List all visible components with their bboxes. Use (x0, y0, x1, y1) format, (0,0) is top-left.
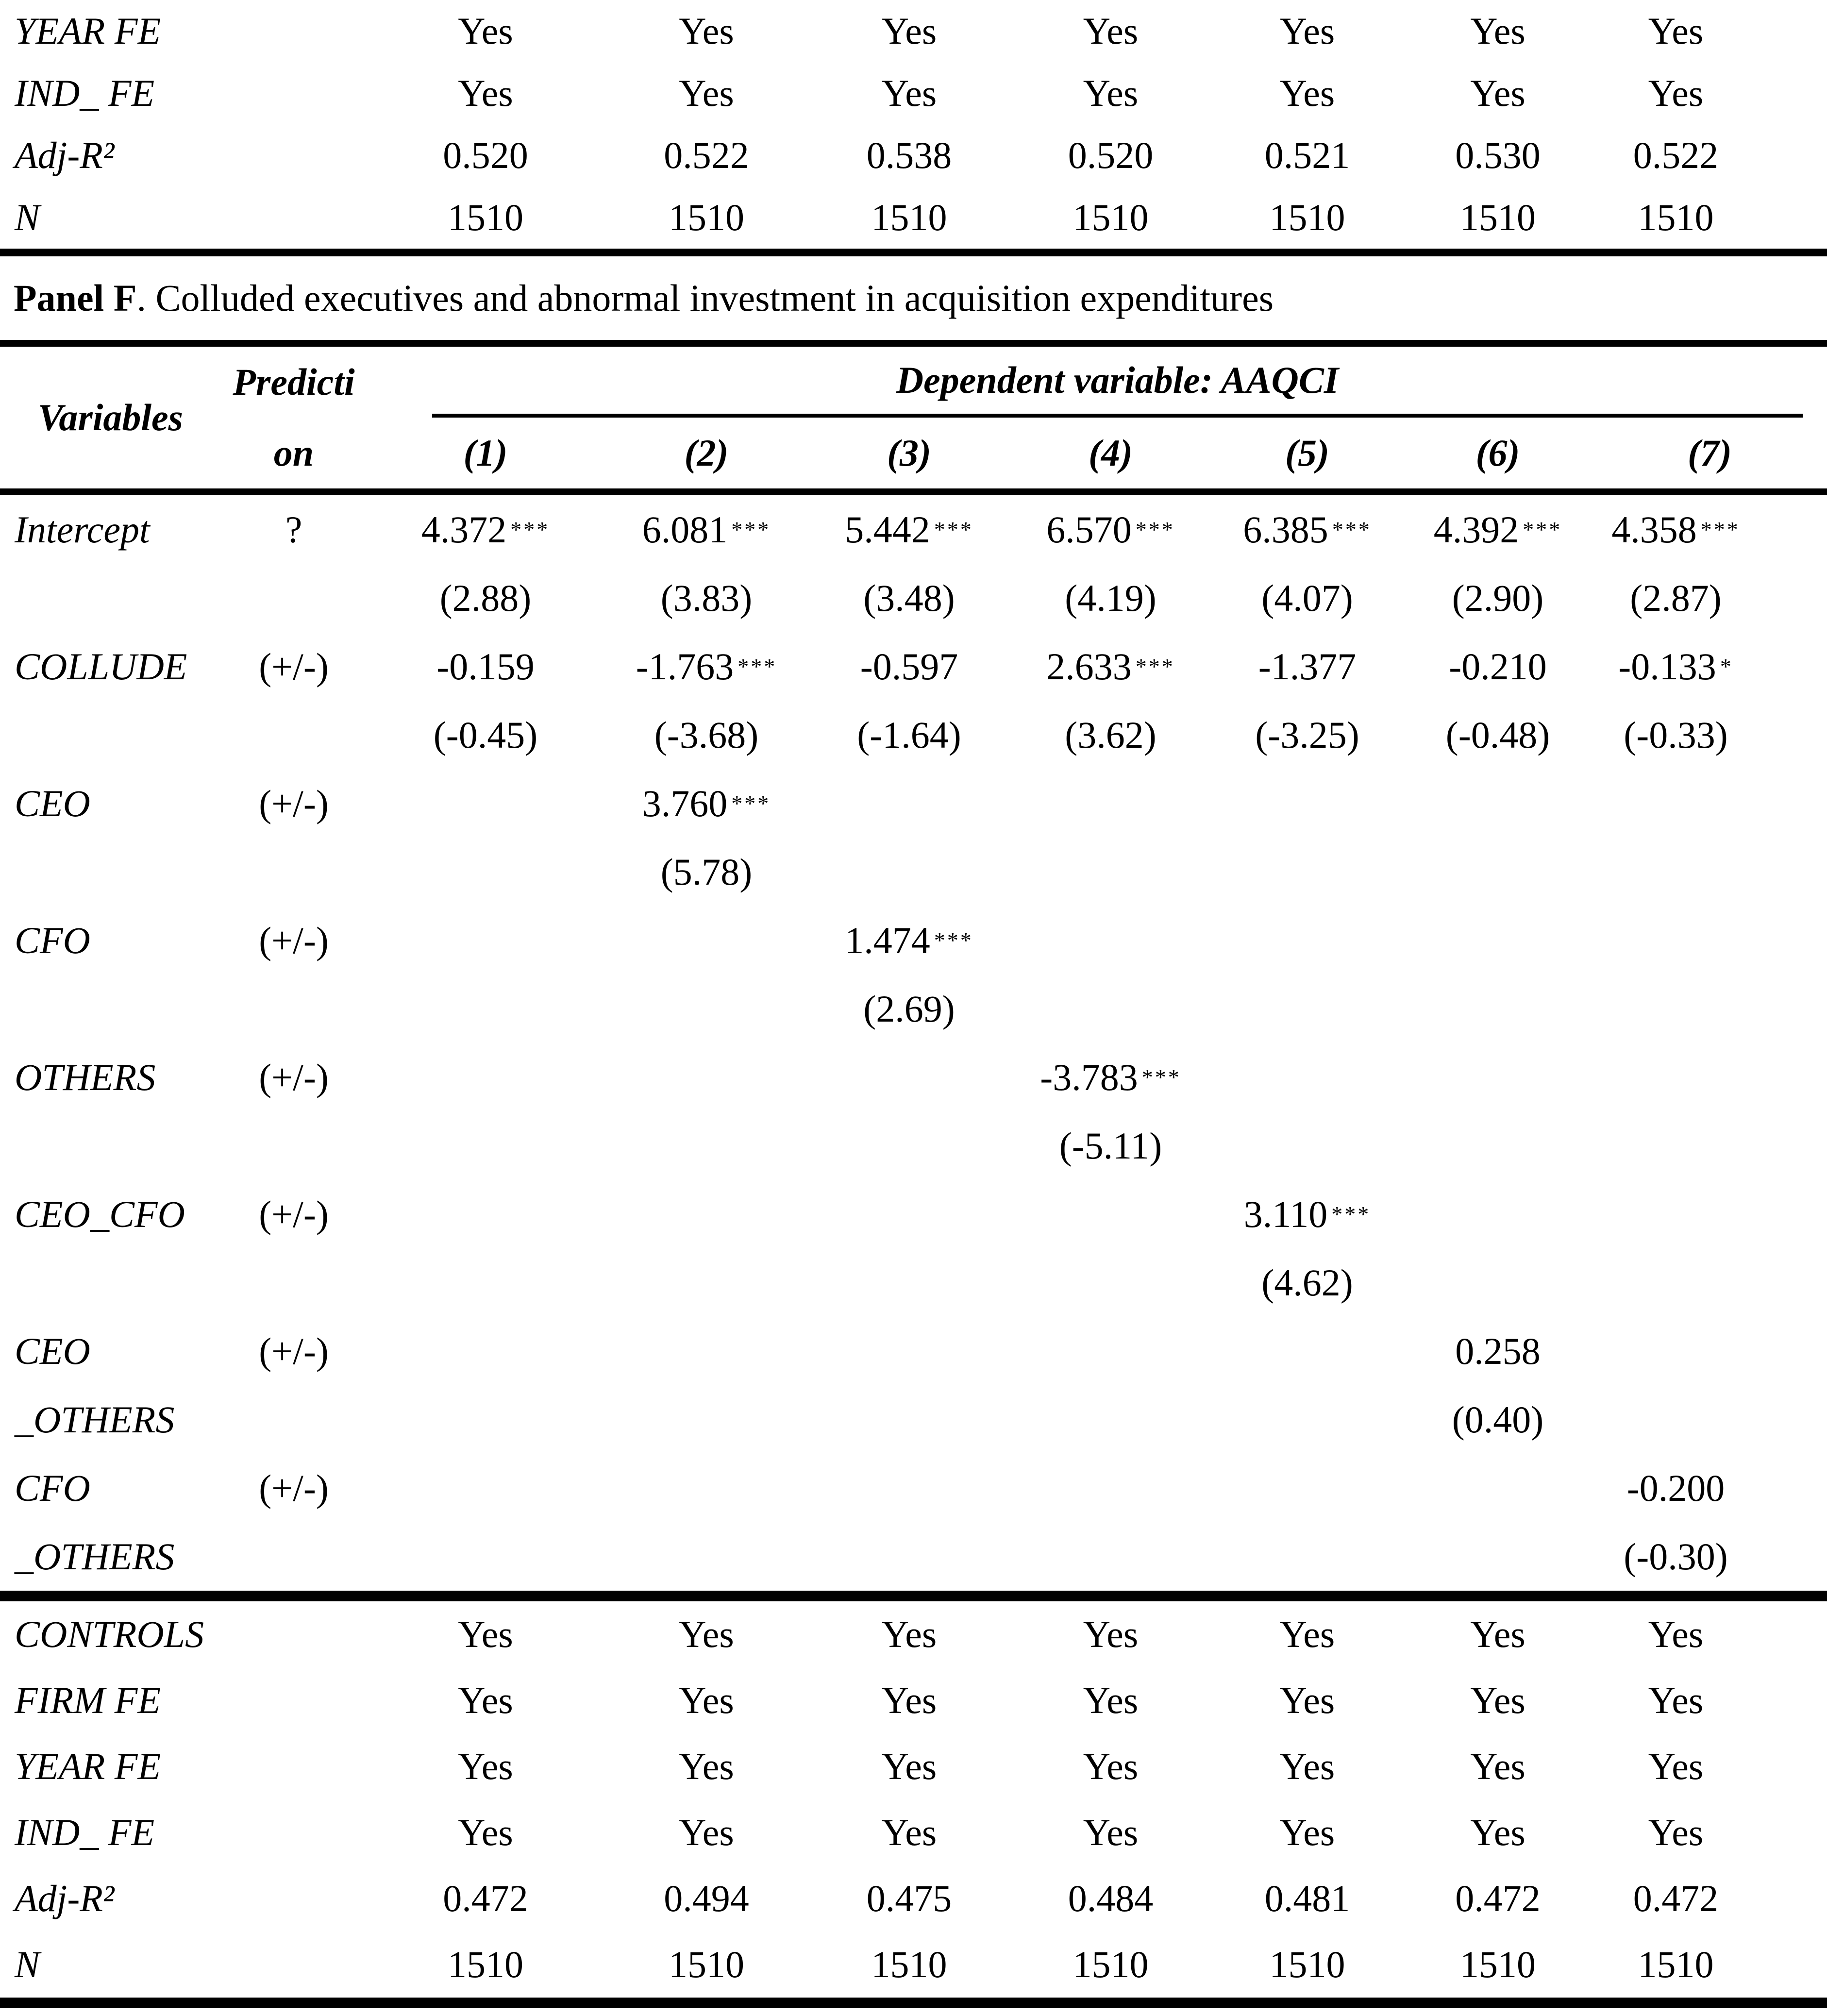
value-cell: -0.159 (436, 645, 535, 688)
coefficient-value: 3.110 (1243, 1193, 1328, 1235)
value-cell: 4.372 *** (421, 508, 550, 551)
value-cell: Yes (1279, 1745, 1335, 1787)
column-header-model-7: (7) (1688, 432, 1732, 474)
row-label: _OTHERS (15, 1535, 175, 1578)
value-cell: 6.570 *** (1046, 508, 1175, 551)
row-label (0, 564, 221, 632)
value-cell (1010, 1522, 1211, 1591)
panel-f-title (0, 256, 1827, 340)
value-cell: 4.392 *** (1433, 508, 1562, 551)
value-cell (1592, 1043, 1827, 1111)
column-header-dependent-variable: Dependent variable: AAQCI (432, 347, 1803, 418)
row-label: N (15, 196, 40, 238)
value-cell (604, 1454, 808, 1522)
value-cell: Yes (1648, 72, 1704, 114)
value-cell: (4.62) (1261, 1261, 1353, 1304)
row-label: CFO (15, 919, 90, 961)
value-cell: (-0.45) (433, 713, 538, 756)
value-cell: Yes (458, 10, 513, 52)
prediction-cell: ? (285, 508, 302, 551)
value-cell: 1510 (1460, 1943, 1536, 1985)
value-cell (1010, 974, 1211, 1043)
value-cell: (-0.33) (1624, 713, 1728, 756)
value-cell (1010, 1385, 1211, 1454)
column-header-model-3: (3) (887, 432, 931, 474)
value-cell: 3.760 *** (642, 782, 771, 824)
value-cell (808, 838, 1010, 906)
value-cell (808, 1111, 1010, 1180)
value-cell: 0.522 (1633, 134, 1719, 176)
coefficient-value: 6.570 (1046, 508, 1132, 551)
value-cell: 0.475 (866, 1877, 952, 1919)
value-cell (604, 1043, 808, 1111)
coefficient-value: -3.783 (1040, 1056, 1138, 1098)
value-cell (1211, 1317, 1403, 1385)
value-cell: 3.110 *** (1243, 1193, 1371, 1235)
value-cell: (-1.64) (857, 713, 961, 756)
value-cell: 0.522 (664, 134, 749, 176)
prediction-cell (221, 1667, 367, 1733)
value-cell (1211, 838, 1403, 906)
value-cell: 4.358 *** (1611, 508, 1740, 551)
value-cell: Yes (679, 72, 734, 114)
prediction-cell (221, 701, 367, 769)
row-label: CFO (15, 1466, 90, 1509)
value-cell: Yes (458, 1613, 513, 1655)
value-cell: Yes (1279, 10, 1335, 52)
panel-divider-rule (0, 249, 1827, 256)
value-cell: Yes (679, 1745, 734, 1787)
previous-panel-rows (0, 0, 1827, 249)
table-top-rule (0, 340, 1827, 347)
value-cell (1592, 1385, 1827, 1454)
value-cell: Yes (679, 10, 734, 52)
value-cell: (-3.68) (654, 713, 759, 756)
prediction-cell: (+/-) (259, 1193, 329, 1235)
value-cell: 1510 (669, 196, 744, 238)
value-cell: 0.520 (443, 134, 528, 176)
value-cell (1403, 1043, 1592, 1111)
value-cell: 1510 (1073, 196, 1149, 238)
column-header-prediction-line1: Predicti (233, 361, 355, 403)
value-cell (1010, 838, 1211, 906)
value-cell: 1510 (1073, 1943, 1149, 1985)
prediction-cell: (+/-) (259, 645, 329, 688)
row-label: Adj-R² (15, 1877, 115, 1919)
prediction-cell (221, 564, 367, 632)
value-cell: (-5.11) (1059, 1124, 1162, 1167)
value-cell: Yes (1470, 1613, 1525, 1655)
value-cell (1010, 1317, 1211, 1385)
prediction-cell (221, 1248, 367, 1317)
coefficient-value: 4.372 (421, 508, 507, 551)
value-cell (1010, 1454, 1211, 1522)
prediction-cell (221, 62, 367, 124)
value-cell: Yes (1648, 1811, 1704, 1853)
value-cell: -1.763 *** (636, 645, 777, 688)
row-label: N (15, 1943, 40, 1985)
coefficient-value: 6.385 (1243, 508, 1328, 551)
value-cell (1211, 1385, 1403, 1454)
value-cell: -0.133 * (1618, 645, 1733, 688)
value-cell: (2.69) (863, 987, 955, 1030)
value-cell (1010, 906, 1211, 974)
value-cell: 1510 (1269, 1943, 1345, 1985)
prediction-cell (221, 0, 367, 62)
value-cell: 1510 (1269, 196, 1345, 238)
value-cell (1403, 974, 1592, 1043)
value-cell (1592, 906, 1827, 974)
value-cell: 0.472 (1633, 1877, 1719, 1919)
value-cell: -0.597 (860, 645, 958, 688)
column-header-variables: Variables (37, 396, 184, 438)
value-cell: (-0.48) (1445, 713, 1550, 756)
value-cell (1592, 974, 1827, 1043)
value-cell (808, 769, 1010, 838)
column-header-prediction-line2: on (273, 432, 314, 474)
value-cell: 0.494 (664, 1877, 749, 1919)
coefficient-value: -1.763 (636, 645, 734, 688)
prediction-cell (221, 124, 367, 186)
value-cell: (2.88) (439, 576, 532, 619)
value-cell (1403, 1111, 1592, 1180)
value-cell (1592, 1248, 1827, 1317)
value-cell: (2.90) (1452, 576, 1544, 619)
value-cell (808, 1043, 1010, 1111)
value-cell: Yes (1648, 1613, 1704, 1655)
value-cell: (3.48) (863, 576, 955, 619)
value-cell: Yes (1470, 72, 1525, 114)
value-cell: Yes (1648, 1679, 1704, 1721)
value-cell (367, 1522, 604, 1591)
value-cell (367, 1111, 604, 1180)
value-cell (604, 1385, 808, 1454)
value-cell (808, 1385, 1010, 1454)
value-cell (1403, 838, 1592, 906)
value-cell (1592, 838, 1827, 906)
value-cell: 0.258 (1455, 1329, 1541, 1372)
panel-f-table-header (0, 347, 1827, 488)
coefficient-value: 2.633 (1046, 645, 1132, 688)
value-cell: 1.474 *** (845, 919, 973, 961)
value-cell: Yes (881, 1745, 937, 1787)
value-cell (1211, 769, 1403, 838)
value-cell (808, 1522, 1010, 1591)
value-cell: 0.472 (443, 1877, 528, 1919)
value-cell: Yes (1083, 1745, 1139, 1787)
value-cell: Yes (1470, 10, 1525, 52)
row-label: COLLUDE (15, 645, 187, 688)
row-label: Intercept (15, 508, 150, 551)
value-cell (367, 1454, 604, 1522)
value-cell: Yes (458, 72, 513, 114)
row-label (0, 974, 221, 1043)
value-cell: Yes (1083, 1613, 1139, 1655)
prediction-cell (221, 1111, 367, 1180)
row-label (0, 1248, 221, 1317)
value-cell: Yes (1470, 1745, 1525, 1787)
value-cell (1211, 1111, 1403, 1180)
value-cell: (3.83) (660, 576, 753, 619)
value-cell (604, 1522, 808, 1591)
row-label (0, 1111, 221, 1180)
row-label: _OTHERS (15, 1398, 175, 1441)
value-cell: (5.78) (660, 850, 753, 893)
value-cell: 0.530 (1455, 134, 1541, 176)
value-cell: Yes (881, 72, 937, 114)
value-cell (367, 1043, 604, 1111)
value-cell: 0.472 (1455, 1877, 1541, 1919)
value-cell (367, 769, 604, 838)
value-cell (1211, 1454, 1403, 1522)
row-label: FIRM FE (15, 1679, 161, 1721)
value-cell: Yes (1083, 1811, 1139, 1853)
value-cell (367, 906, 604, 974)
prediction-cell: (+/-) (259, 1466, 329, 1509)
value-cell (1211, 1043, 1403, 1111)
value-cell (604, 1111, 808, 1180)
value-cell: Yes (679, 1811, 734, 1853)
value-cell: Yes (1279, 1613, 1335, 1655)
prediction-cell (221, 1799, 367, 1865)
value-cell (1592, 769, 1827, 838)
value-cell: Yes (458, 1679, 513, 1721)
column-header-prediction (221, 347, 367, 488)
column-header-model-5: (5) (1285, 432, 1329, 474)
value-cell: 5.442 *** (845, 508, 973, 551)
coefficient-value: 4.392 (1433, 508, 1519, 551)
prediction-cell: (+/-) (259, 919, 329, 961)
prediction-cell (221, 974, 367, 1043)
value-cell (808, 1180, 1010, 1248)
value-cell: 1510 (1638, 196, 1714, 238)
row-label: CEO_CFO (15, 1193, 185, 1235)
value-cell (604, 1317, 808, 1385)
value-cell: Yes (1470, 1811, 1525, 1853)
value-cell (1403, 1454, 1592, 1522)
value-cell (604, 1248, 808, 1317)
row-label (0, 838, 221, 906)
value-cell: Yes (1279, 1679, 1335, 1721)
value-cell: Yes (1083, 10, 1139, 52)
value-cell: -0.200 (1626, 1466, 1725, 1509)
value-cell (367, 1248, 604, 1317)
value-cell: Yes (458, 1811, 513, 1853)
row-label: IND_ FE (15, 1811, 155, 1853)
prediction-cell (221, 1522, 367, 1591)
value-cell (367, 1317, 604, 1385)
value-cell (1211, 906, 1403, 974)
value-cell: 1510 (669, 1943, 744, 1985)
value-cell (1211, 1522, 1403, 1591)
value-cell: Yes (881, 10, 937, 52)
value-cell: -1.377 (1258, 645, 1357, 688)
value-cell (808, 1248, 1010, 1317)
value-cell: 1510 (1638, 1943, 1714, 1985)
prediction-cell (221, 186, 367, 249)
value-cell (1592, 1180, 1827, 1248)
value-cell (808, 1317, 1010, 1385)
value-cell: (-3.25) (1255, 713, 1359, 756)
value-cell (1403, 1180, 1592, 1248)
prediction-cell: (+/-) (259, 782, 329, 824)
value-cell (1010, 1248, 1211, 1317)
value-cell (604, 906, 808, 974)
row-label: OTHERS (15, 1056, 156, 1098)
coefficient-value: 6.081 (642, 508, 728, 551)
value-cell: Yes (1083, 1679, 1139, 1721)
column-header-model-6: (6) (1475, 432, 1520, 474)
value-cell (604, 1180, 808, 1248)
value-cell (604, 974, 808, 1043)
value-cell: Yes (1648, 10, 1704, 52)
row-label: Adj-R² (15, 134, 115, 176)
prediction-cell (221, 838, 367, 906)
value-cell (1403, 769, 1592, 838)
value-cell (1211, 974, 1403, 1043)
value-cell: Yes (881, 1811, 937, 1853)
coefficient-value: -0.133 (1618, 645, 1716, 688)
value-cell: (0.40) (1452, 1398, 1544, 1441)
value-cell: Yes (1279, 1811, 1335, 1853)
value-cell: 6.385 *** (1243, 508, 1372, 551)
value-cell: 1510 (871, 1943, 947, 1985)
value-cell (1592, 1317, 1827, 1385)
value-cell: (4.07) (1261, 576, 1353, 619)
value-cell (1403, 1522, 1592, 1591)
value-cell: 1510 (871, 196, 947, 238)
row-label: CEO (15, 1329, 90, 1372)
value-cell: -3.783 *** (1040, 1056, 1181, 1098)
prediction-cell (221, 1601, 367, 1667)
value-cell: Yes (458, 1745, 513, 1787)
value-cell: 0.520 (1068, 134, 1154, 176)
value-cell: -0.210 (1449, 645, 1547, 688)
value-cell: (-0.30) (1624, 1535, 1728, 1578)
value-cell: Yes (1648, 1745, 1704, 1787)
value-cell (367, 974, 604, 1043)
value-cell: Yes (1470, 1679, 1525, 1721)
value-cell: 6.081 *** (642, 508, 771, 551)
value-cell: 2.633 *** (1046, 645, 1175, 688)
value-cell (1010, 769, 1211, 838)
column-header-model-1: (1) (463, 432, 508, 474)
value-cell: 1510 (1460, 196, 1536, 238)
value-cell: 1510 (448, 1943, 523, 1985)
prediction-cell (221, 1733, 367, 1799)
value-cell: Yes (881, 1613, 937, 1655)
prediction-cell: (+/-) (259, 1056, 329, 1098)
prediction-cell (221, 1932, 367, 1998)
column-header-model-2: (2) (684, 432, 729, 474)
row-label: IND_ FE (15, 72, 155, 114)
panel-f-title-text: . Colluded executives and abnormal investment in acquisition expenditures (136, 277, 1274, 319)
coefficient-value: 3.760 (642, 782, 728, 824)
value-cell (1010, 1180, 1211, 1248)
value-cell: 1510 (448, 196, 523, 238)
row-label: YEAR FE (15, 10, 161, 52)
prediction-cell (221, 1385, 367, 1454)
header-bottom-rule (0, 488, 1827, 495)
value-cell: 0.538 (866, 134, 952, 176)
value-cell: 0.521 (1264, 134, 1350, 176)
panel-f-title-label: Panel F (14, 277, 137, 319)
row-label: CONTROLS (15, 1613, 204, 1655)
value-cell: Yes (679, 1613, 734, 1655)
row-label (0, 701, 221, 769)
value-cell: 0.484 (1068, 1877, 1154, 1919)
value-cell: (4.19) (1065, 576, 1157, 619)
value-cell: (2.87) (1630, 576, 1722, 619)
row-label: CEO (15, 782, 90, 824)
body-footer-divider-rule (0, 1591, 1827, 1601)
row-label: YEAR FE (15, 1745, 161, 1787)
panel-f-table-body (0, 495, 1827, 1591)
value-cell: Yes (1083, 72, 1139, 114)
value-cell (367, 838, 604, 906)
value-cell (808, 1454, 1010, 1522)
coefficient-value: 1.474 (845, 919, 930, 961)
value-cell (367, 1180, 604, 1248)
value-cell: (3.62) (1065, 713, 1157, 756)
table-bottom-rule (0, 1998, 1827, 2008)
value-cell (367, 1385, 604, 1454)
prediction-cell (221, 1865, 367, 1932)
coefficient-value: 4.358 (1611, 508, 1697, 551)
prediction-cell: (+/-) (259, 1329, 329, 1372)
panel-f-table-footer (0, 1601, 1827, 1998)
value-cell: Yes (881, 1679, 937, 1721)
column-header-model-4: (4) (1089, 432, 1133, 474)
value-cell: Yes (1279, 72, 1335, 114)
value-cell (1403, 906, 1592, 974)
value-cell (1403, 1248, 1592, 1317)
value-cell: Yes (679, 1679, 734, 1721)
coefficient-value: 5.442 (845, 508, 930, 551)
value-cell (1592, 1111, 1827, 1180)
value-cell: 0.481 (1264, 1877, 1350, 1919)
